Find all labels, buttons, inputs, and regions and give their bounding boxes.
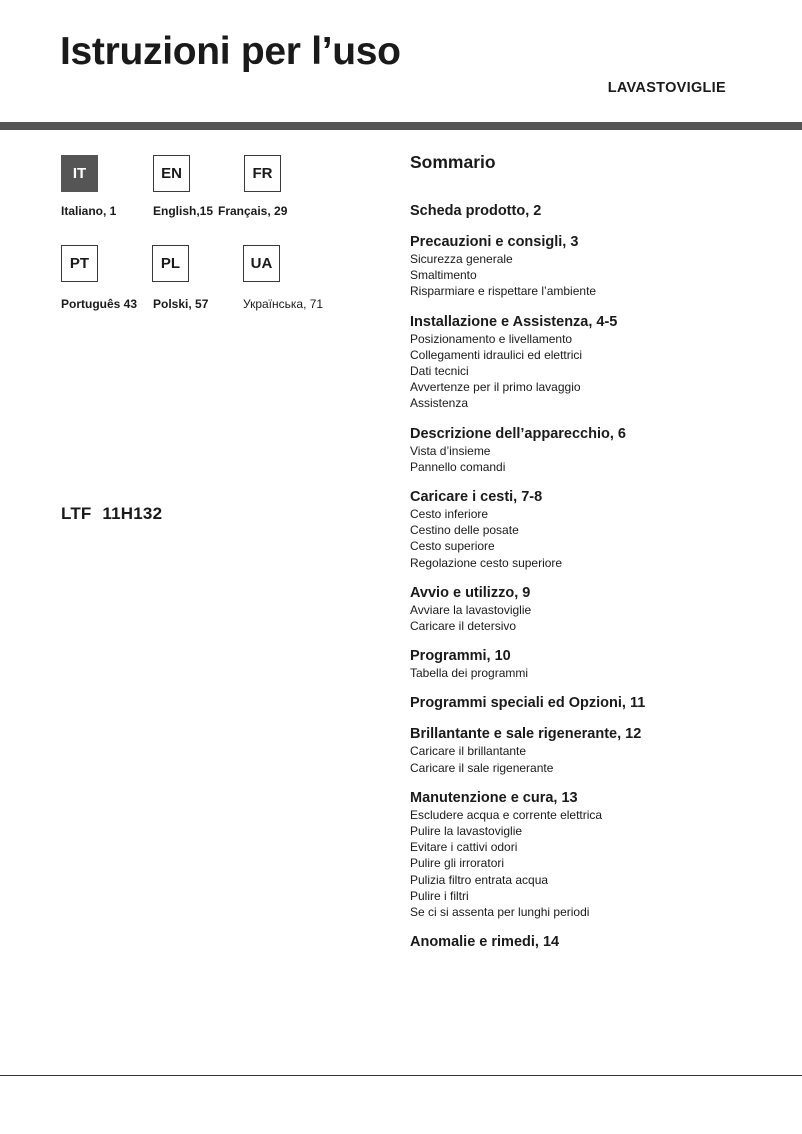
toc-subitem[interactable]: Cesto superiore [410, 539, 495, 554]
toc-sections [410, 202, 790, 951]
toc-section-heading[interactable]: Brillantante e sale rigenerante, 12 [410, 726, 642, 743]
toc-subitem[interactable]: Tabella dei programmi [410, 666, 529, 681]
toc-section [410, 584, 790, 634]
toc-subitem[interactable]: Risparmiare e rispettare l’ambiente [410, 284, 597, 299]
toc-subitem[interactable]: Dati tecnici [410, 364, 469, 379]
toc-subitem[interactable]: Pulire i filtri [410, 888, 469, 903]
lang-label-fr[interactable]: Français, 29 [218, 204, 288, 218]
lang-tab-pt[interactable]: PT [61, 245, 98, 282]
toc-section-heading[interactable]: Installazione e Assistenza, 4-5 [410, 313, 618, 330]
toc-section [410, 425, 790, 475]
toc-subitem[interactable]: Se ci si assenta per lunghi periodi [410, 905, 590, 920]
toc-section [410, 647, 790, 681]
toc-subitem[interactable]: Caricare il detersivo [410, 619, 517, 634]
toc-subitem[interactable]: Collegamenti idraulici ed elettrici [410, 347, 583, 362]
toc-section [410, 202, 790, 220]
toc-subitem[interactable]: Pannello comandi [410, 459, 506, 474]
lang-label-pl[interactable]: Polski, 57 [153, 297, 209, 311]
toc-subitem[interactable]: Escludere acqua e corrente elettrica [410, 807, 603, 822]
lang-label-it[interactable]: Italiano, 1 [61, 204, 117, 218]
toc-section-heading[interactable]: Anomalie e rimedi, 14 [410, 934, 560, 951]
toc-section-heading[interactable]: Descrizione dell’apparecchio, 6 [410, 425, 626, 442]
toc-subitem[interactable]: Avvertenze per il primo lavaggio [410, 380, 581, 395]
toc-section [410, 725, 790, 775]
header-divider-bar [0, 122, 802, 130]
lang-tab-ua[interactable]: UA [243, 245, 280, 282]
toc-subitem[interactable]: Caricare il brillantante [410, 744, 527, 759]
toc-subitem[interactable]: Caricare il sale rigenerante [410, 760, 554, 775]
toc-section-heading[interactable]: Avvio e utilizzo, 9 [410, 584, 531, 601]
lang-label-ua[interactable] [243, 297, 323, 311]
toc-subitem[interactable]: Regolazione cesto superiore [410, 555, 563, 570]
toc-section [410, 233, 790, 300]
toc-section-heading[interactable]: Programmi, 10 [410, 648, 511, 665]
model-number: LTF 11H132 [61, 504, 163, 523]
lang-tab-pl[interactable]: PL [152, 245, 189, 282]
toc-subitem[interactable]: Vista d’insieme [410, 443, 491, 458]
footer-divider-line [0, 1075, 802, 1076]
toc-subitem[interactable]: Evitare i cattivi odori [410, 840, 518, 855]
toc-subitem[interactable]: Cesto inferiore [410, 507, 489, 522]
toc-section-heading[interactable]: Programmi speciali ed Opzioni, 11 [410, 695, 646, 712]
toc-subitem[interactable]: Avviare la lavastoviglie [410, 602, 532, 617]
lang-tab-fr[interactable]: FR [244, 155, 281, 192]
toc-subitem[interactable]: Sicurezza generale [410, 252, 513, 266]
lang-tab-en[interactable]: EN [153, 155, 190, 192]
toc-section [410, 789, 790, 920]
toc-section-heading[interactable]: Caricare i cesti, 7-8 [410, 489, 543, 506]
toc-section [410, 313, 790, 412]
toc-section [410, 694, 790, 712]
toc-subitem[interactable]: Pulire la lavastoviglie [410, 824, 523, 839]
toc-title: Sommario [410, 152, 496, 172]
lang-label-ua-text: Українська, 71 [243, 297, 324, 311]
toc-subitem[interactable]: Assistenza [410, 396, 469, 411]
toc-section-heading[interactable]: Scheda prodotto, 2 [410, 203, 542, 219]
document-title: Istruzioni per l’uso [60, 30, 401, 73]
table-of-contents [410, 152, 790, 964]
toc-section [410, 933, 790, 951]
toc-subitem[interactable]: Smaltimento [410, 268, 477, 283]
toc-section-heading[interactable]: Manutenzione e cura, 13 [410, 789, 578, 806]
lang-label-en[interactable]: English,15 [153, 204, 214, 218]
toc-subitem[interactable]: Pulizia filtro entrata acqua [410, 872, 549, 887]
toc-subitem[interactable]: Pulire gli irroratori [410, 856, 505, 871]
toc-subitem[interactable]: Cestino delle posate [410, 523, 519, 538]
product-category: LAVASTOVIGLIE [607, 80, 726, 96]
toc-section-heading[interactable]: Precauzioni e consigli, 3 [410, 234, 579, 250]
toc-section [410, 488, 790, 571]
toc-subitem[interactable]: Posizionamento e livellamento [410, 331, 573, 346]
lang-label-pt[interactable]: Português 43 [61, 297, 138, 311]
lang-tab-it[interactable]: IT [61, 155, 98, 192]
